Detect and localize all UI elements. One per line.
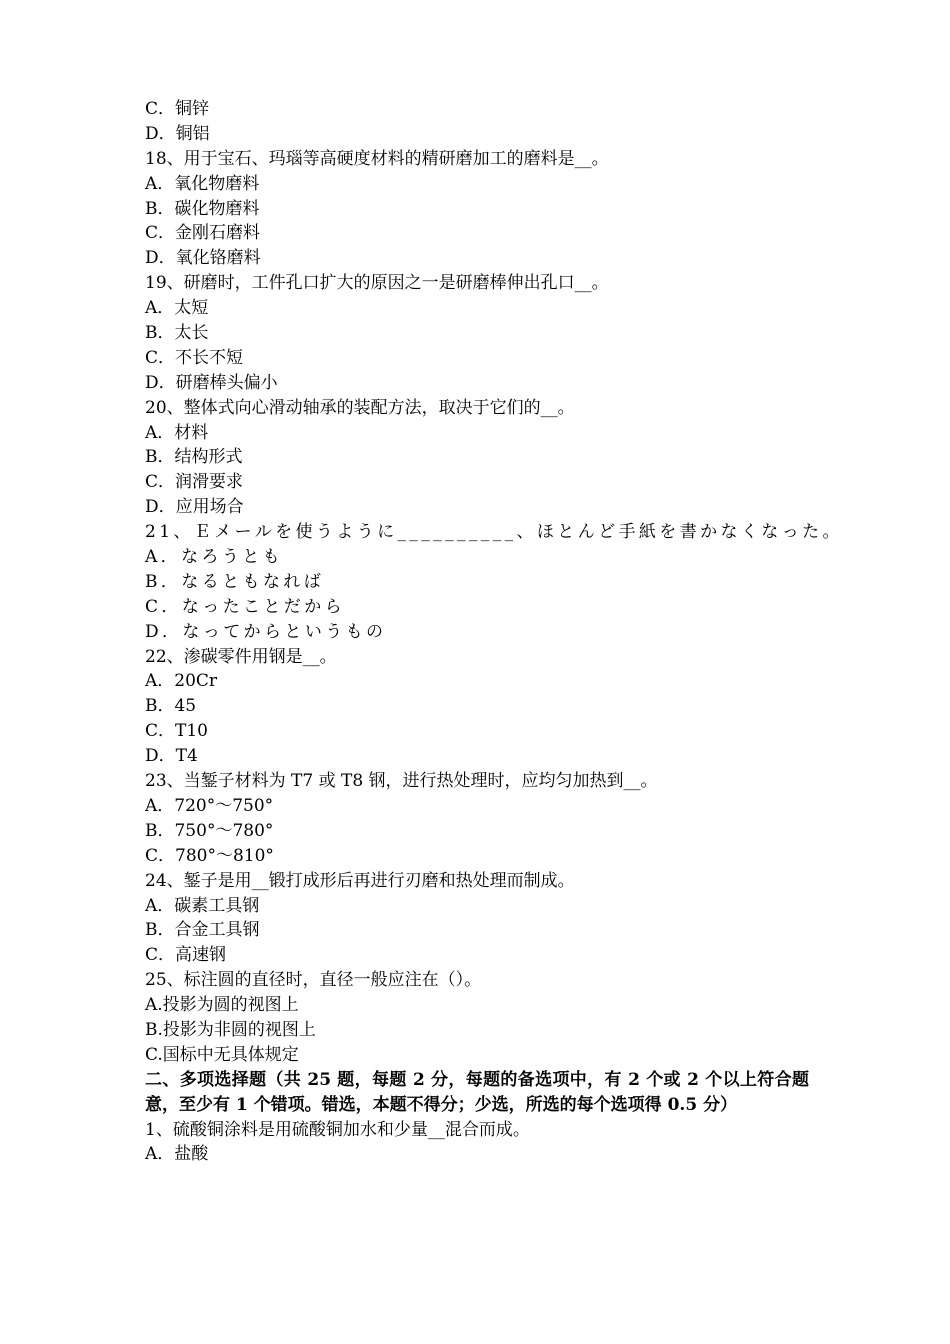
question-23: 23、当錾子材料为 T7 或 T8 钢，进行热处理时，应均匀加热到__。 bbox=[145, 771, 658, 792]
option-d-q17: D．铜铝 bbox=[145, 123, 210, 144]
option-c-q24: C．高速钢 bbox=[145, 945, 227, 966]
option-b-q24: B．合金工具钢 bbox=[145, 920, 260, 941]
option-d-q19: D．研磨棒头偏小 bbox=[145, 372, 278, 393]
question-18: 18、用于宝石、玛瑙等高硬度材料的精研磨加工的磨料是__。 bbox=[145, 148, 609, 169]
question-block-section-two bbox=[145, 1118, 815, 1168]
option-c-q19: C．不长不短 bbox=[145, 347, 244, 368]
option-a-q21: A．なろうとも bbox=[145, 547, 284, 568]
question-block-21 bbox=[145, 520, 843, 644]
option-d-q21: D．なってからというもの bbox=[145, 621, 387, 642]
question-21: 21、Ｅメールを使うように__________、ほとんど手紙を書かなくなった。 bbox=[145, 522, 843, 543]
document-page bbox=[145, 97, 843, 1167]
option-d-q18: D．氧化铬磨料 bbox=[145, 248, 261, 269]
option-a-q19: A．太短 bbox=[145, 298, 209, 319]
option-a-q20: A．材料 bbox=[145, 422, 209, 443]
question-25: 25、标注圆的直径时，直径一般应注在（）。 bbox=[145, 970, 482, 991]
option-b-q18: B．碳化物磨料 bbox=[145, 198, 260, 219]
option-b-q21: B．なるともなれば bbox=[145, 571, 325, 592]
question-24: 24、錾子是用__锻打成形后再进行刃磨和热处理而制成。 bbox=[145, 870, 575, 891]
option-c-q23: C．780°～810° bbox=[145, 845, 274, 866]
question-19: 19、研磨时，工件孔口扩大的原因之一是研磨棒伸出孔口__。 bbox=[145, 273, 609, 294]
option-a-q25: A.投影为圆的视图上 bbox=[145, 995, 299, 1016]
option-d-q22: D．T4 bbox=[145, 746, 198, 767]
option-b-q20: B．结构形式 bbox=[145, 447, 243, 468]
option-c-q18: C．金刚石磨料 bbox=[145, 223, 261, 244]
question-22: 22、渗碳零件用钢是__。 bbox=[145, 646, 337, 667]
option-a-q24: A．碳素工具钢 bbox=[145, 895, 260, 916]
option-a-q23: A．720°～750° bbox=[145, 795, 274, 816]
question-20: 20、整体式向心滑动轴承的装配方法，取决于它们的__。 bbox=[145, 397, 575, 418]
question-block-22-25 bbox=[145, 645, 815, 1068]
option-d-q20: D．应用场合 bbox=[145, 497, 244, 518]
option-a-q22: A．20Cr bbox=[145, 671, 218, 692]
option-a-s2-q1: A．盐酸 bbox=[145, 1144, 209, 1165]
option-b-q23: B．750°～780° bbox=[145, 820, 274, 841]
option-b-q25: B.投影为非圆的视图上 bbox=[145, 1019, 316, 1040]
option-c-q22: C．T10 bbox=[145, 721, 208, 742]
option-c-q25: C.国标中无具体规定 bbox=[145, 1044, 299, 1065]
option-a-q18: A．氧化物磨料 bbox=[145, 173, 260, 194]
option-b-q22: B．45 bbox=[145, 696, 197, 717]
question-s2-1: 1、硫酸铜涂料是用硫酸铜加水和少量__混合而成。 bbox=[145, 1119, 530, 1140]
question-block-17-20 bbox=[145, 97, 815, 520]
option-c-q20: C．润滑要求 bbox=[145, 472, 244, 493]
option-c-q21: C．なったことだから bbox=[145, 596, 346, 617]
section-two-heading: 二、多项选择题（共 25 题，每题 2 分，每题的备选项中，有 2 个或 2 个以上符合题意，至少有 1 个错项。错选，本题不得分；少选，所选的每个选项得 0.5 分） bbox=[145, 1069, 809, 1115]
option-c-q17: C．铜锌 bbox=[145, 99, 210, 119]
option-b-q19: B．太长 bbox=[145, 323, 209, 344]
